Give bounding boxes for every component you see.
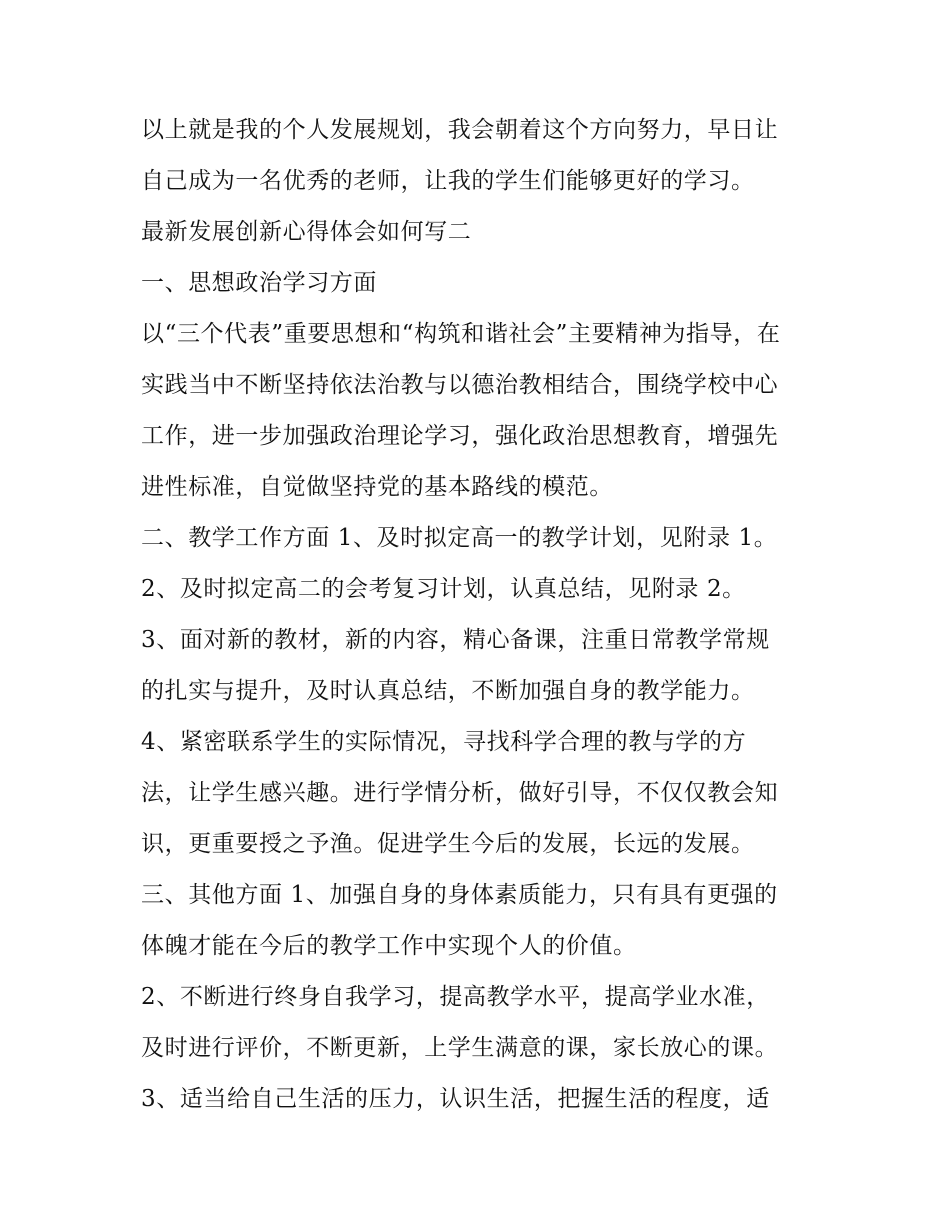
paragraph-line: 三、其他方面 1、加强自身的身体素质能力，只有具有更强的 [141,882,778,908]
paragraph-line: 以上就是我的个人发展规划，我会朝着这个方向努力，早日让 [141,117,779,143]
paragraph-line: 体魄才能在今后的教学工作中实现个人的价值。 [141,933,637,959]
paragraph-line: 3、适当给自己生活的压力，认识生活，把握生活的程度，适 [141,1086,770,1112]
paragraph-line: 的扎实与提升，及时认真总结，不断加强自身的教学能力。 [141,678,755,704]
paragraph-line: 2、及时拟定高二的会考复习计划，认真总结，见附录 2。 [141,576,746,602]
paragraph-line: 3、面对新的教材，新的内容，精心备课，注重日常教学常规 [141,627,770,653]
paragraph-line: 工作，进一步加强政治理论学习，强化政治思想教育，增强先 [141,423,779,449]
paragraph-line: 实践当中不断坚持依法治教与以德治教相结合，围绕学校中心 [141,372,779,398]
paragraph-line: 进性标准，自觉做坚持党的基本路线的模范。 [141,474,613,500]
paragraph-line: 4、紧密联系学生的实际情况，寻找科学合理的教与学的方 [141,729,747,755]
paragraph-line: 二、教学工作方面 1、及时拟定高一的教学计划，见附录 1。 [141,525,778,551]
paragraph-line: 2、不断进行终身自我学习，提高教学水平，提高学业水准， [141,984,770,1010]
subsection-heading: 一、思想政治学习方面 [141,270,377,296]
paragraph-line: 及时进行评价，不断更新，上学生满意的课，家长放心的课。 [141,1035,779,1061]
document-body [141,105,821,1125]
section-heading: 最新发展创新心得体会如何写二 [141,219,472,245]
paragraph-line: 识，更重要授之予渔。促进学生今后的发展，长远的发展。 [141,831,755,857]
paragraph-line: 法，让学生感兴趣。进行学情分析，做好引导，不仅仅教会知 [141,780,779,806]
paragraph-line: 自己成为一名优秀的老师，让我的学生们能够更好的学习。 [141,168,755,194]
paragraph-line: 以“三个代表”重要思想和“构筑和谐社会”主要精神为指导，在 [141,321,781,347]
